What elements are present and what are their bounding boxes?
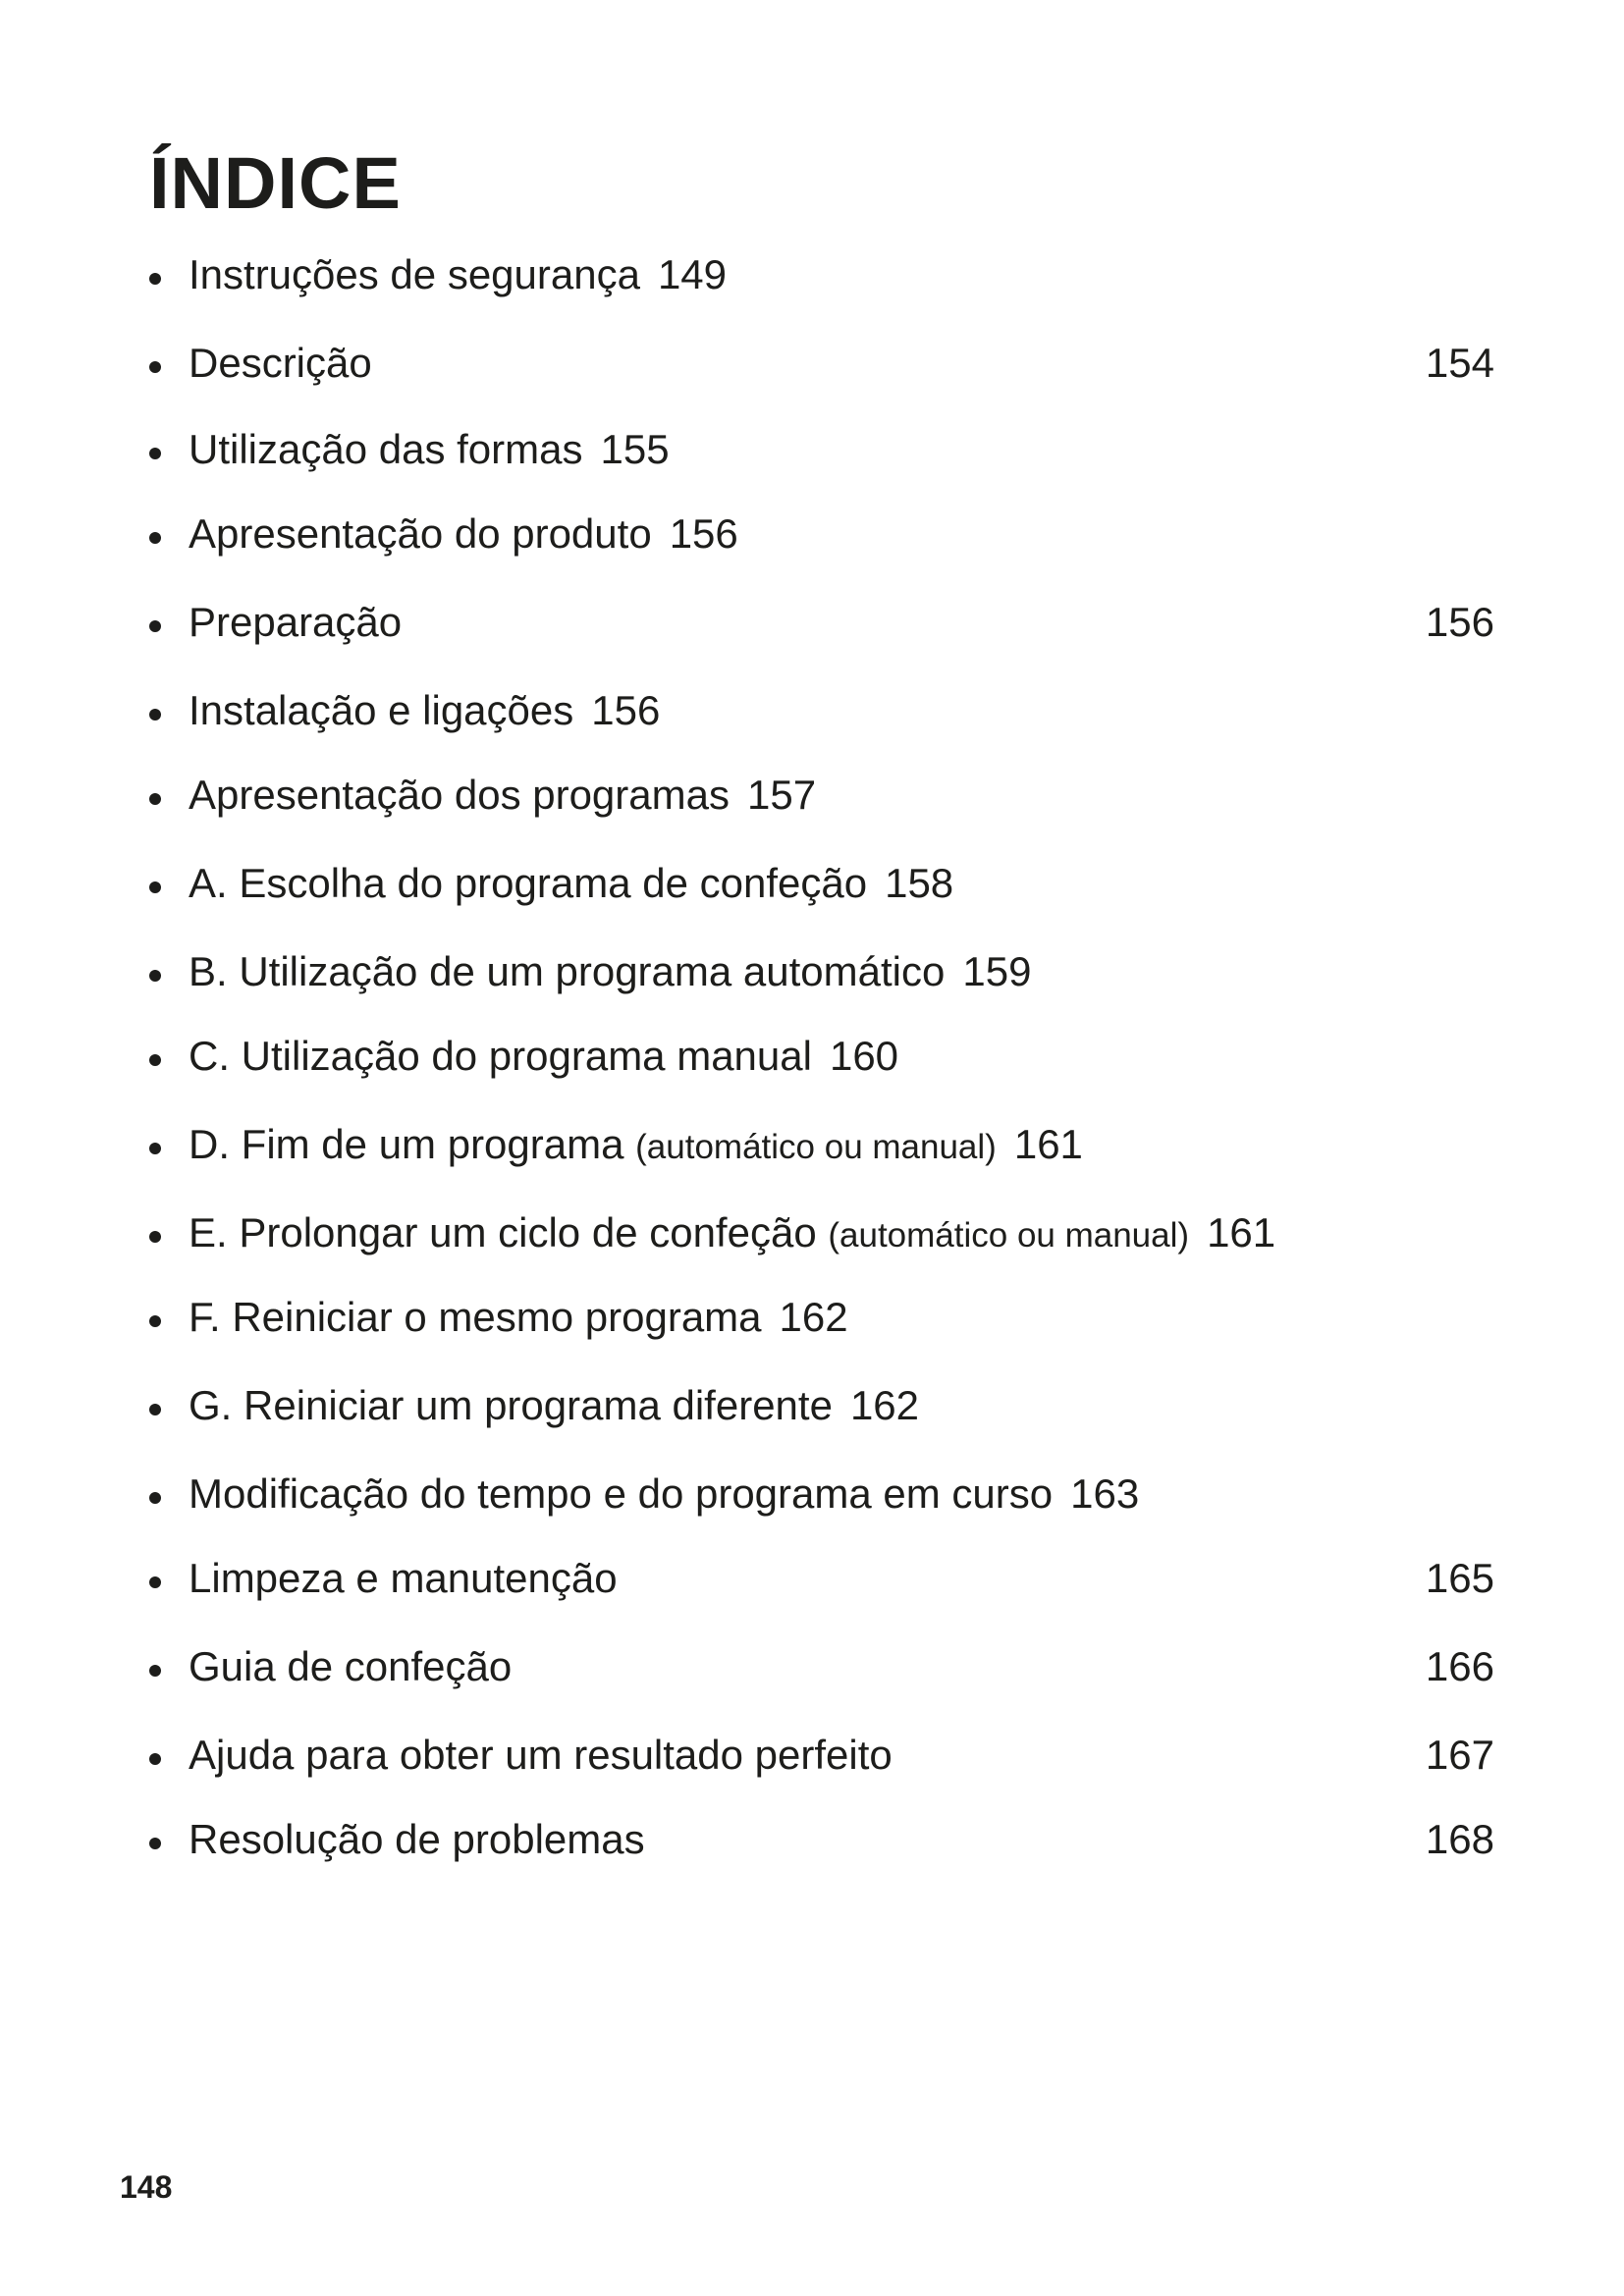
toc-entry-text [189, 1810, 645, 1869]
toc-entry-page: 158 [885, 860, 954, 906]
toc-entry-text [189, 1637, 512, 1696]
toc-entry [149, 1465, 1494, 1523]
bullet-icon [149, 1231, 161, 1243]
toc-entry [149, 854, 1494, 913]
toc-entry-page: 161 [1013, 1121, 1083, 1167]
page-title: ÍNDICE [149, 142, 402, 224]
bullet-icon [149, 1054, 161, 1066]
toc-entry-label: Utilização das formas [189, 426, 583, 472]
toc-entry-text [189, 505, 738, 563]
toc-entry [149, 681, 1494, 740]
toc-entry-text [189, 1376, 919, 1435]
toc-entry-text [189, 334, 372, 393]
toc-entry-page: 156 [669, 510, 738, 557]
page-number: 148 [120, 2169, 173, 2205]
toc-entry-page: 160 [829, 1033, 899, 1079]
toc-entry-text [189, 1288, 848, 1347]
toc-entry-label: Descrição [189, 340, 372, 386]
toc-entry-page: 149 [657, 251, 728, 297]
toc-entry-text [189, 1726, 893, 1785]
toc-entry-page: 156 [591, 687, 661, 733]
toc-entry [149, 505, 1494, 563]
toc-entry-label: Preparação [189, 599, 403, 645]
toc-entry-page: 168 [1425, 1816, 1494, 1862]
toc-entry-page: 159 [962, 948, 1032, 994]
toc-entry-page: 154 [1425, 340, 1494, 386]
toc-entry-text [189, 766, 816, 825]
toc-entry-text [189, 681, 660, 740]
toc-entry [149, 1203, 1494, 1262]
bullet-icon [149, 709, 161, 721]
bullet-icon [149, 793, 161, 805]
toc-entry-page: 166 [1425, 1643, 1494, 1689]
toc-entry-text [189, 1465, 1139, 1523]
toc-entry-text [189, 1027, 898, 1086]
bullet-icon [149, 1576, 161, 1588]
bullet-icon [149, 1315, 161, 1327]
toc-entry-label: E. Prolongar um ciclo de confeção [189, 1209, 817, 1255]
toc-entry-label: Apresentação dos programas [189, 772, 730, 818]
toc-entry [149, 1726, 1494, 1785]
toc-entry [149, 245, 1494, 304]
toc-entry-label: Guia de confeção [189, 1643, 513, 1689]
toc-entry [149, 1288, 1494, 1347]
toc-entry [149, 1115, 1494, 1174]
bullet-icon [149, 1838, 161, 1849]
toc-entry-label: Instruções de segurança [189, 251, 640, 297]
toc-entry-label: Ajuda para obter um resultado perfeito [189, 1732, 893, 1778]
bullet-icon [149, 1753, 161, 1765]
toc-entry [149, 766, 1494, 825]
bullet-icon [149, 448, 161, 459]
toc-entry [149, 1549, 1494, 1608]
toc-entry-label: B. Utilização de um programa automático [189, 948, 946, 994]
toc-entry-page: 165 [1425, 1555, 1494, 1601]
toc-entry-page: 162 [779, 1294, 848, 1340]
toc-entry [149, 1810, 1494, 1869]
bullet-icon [149, 620, 161, 632]
bullet-icon [149, 1665, 161, 1677]
toc-entry-page: 161 [1207, 1209, 1276, 1255]
toc-entry-text [189, 245, 727, 304]
toc-entry [149, 420, 1494, 479]
bullet-icon [149, 532, 161, 544]
toc-entry-page: 163 [1070, 1470, 1140, 1517]
toc-entry-label: Modificação do tempo e do programa em curso [189, 1470, 1054, 1517]
toc-entry [149, 1637, 1494, 1696]
toc-entry [149, 942, 1494, 1001]
toc-entry [149, 334, 1494, 393]
toc-entry [149, 1376, 1494, 1435]
toc-entry-page: 155 [600, 426, 670, 472]
toc-entry-label: G. Reiniciar um programa diferente [189, 1382, 833, 1428]
toc-entry-text [189, 854, 953, 913]
toc-entry-label: F. Reiniciar o mesmo programa [189, 1294, 762, 1340]
toc-entry-label: Instalação e ligações [189, 687, 574, 733]
toc-entry-page: 156 [1425, 599, 1494, 645]
toc-entry-note: (automático ou manual) [828, 1216, 1190, 1255]
toc-entry-text [189, 1549, 618, 1608]
toc-entry-label: C. Utilização do programa manual [189, 1033, 812, 1079]
toc-entry-text [189, 593, 402, 652]
toc-entry-label: A. Escolha do programa de confeção [189, 860, 868, 906]
bullet-icon [149, 361, 161, 373]
toc-entry-label: Limpeza e manutenção [189, 1555, 618, 1601]
toc-entry-page: 162 [849, 1382, 920, 1428]
bullet-icon [149, 970, 161, 982]
toc-entry-text [189, 1203, 1275, 1265]
toc-entry-text [189, 942, 1031, 1001]
bullet-icon [149, 273, 161, 285]
toc-entry-page: 157 [746, 772, 817, 818]
bullet-icon [149, 881, 161, 893]
bullet-icon [149, 1492, 161, 1504]
toc-entry-label: Apresentação do produto [189, 510, 652, 557]
toc-entry-page: 167 [1425, 1732, 1494, 1778]
toc-entry-text [189, 1115, 1083, 1177]
bullet-icon [149, 1404, 161, 1415]
toc-entry-note: (automático ou manual) [635, 1128, 997, 1166]
bullet-icon [149, 1143, 161, 1154]
toc-entry-label: D. Fim de um programa [189, 1121, 624, 1167]
toc-entry-label: Resolução de problemas [189, 1816, 645, 1862]
toc-entry [149, 1027, 1494, 1086]
toc-entry-text [189, 420, 670, 479]
toc-entry [149, 593, 1494, 652]
